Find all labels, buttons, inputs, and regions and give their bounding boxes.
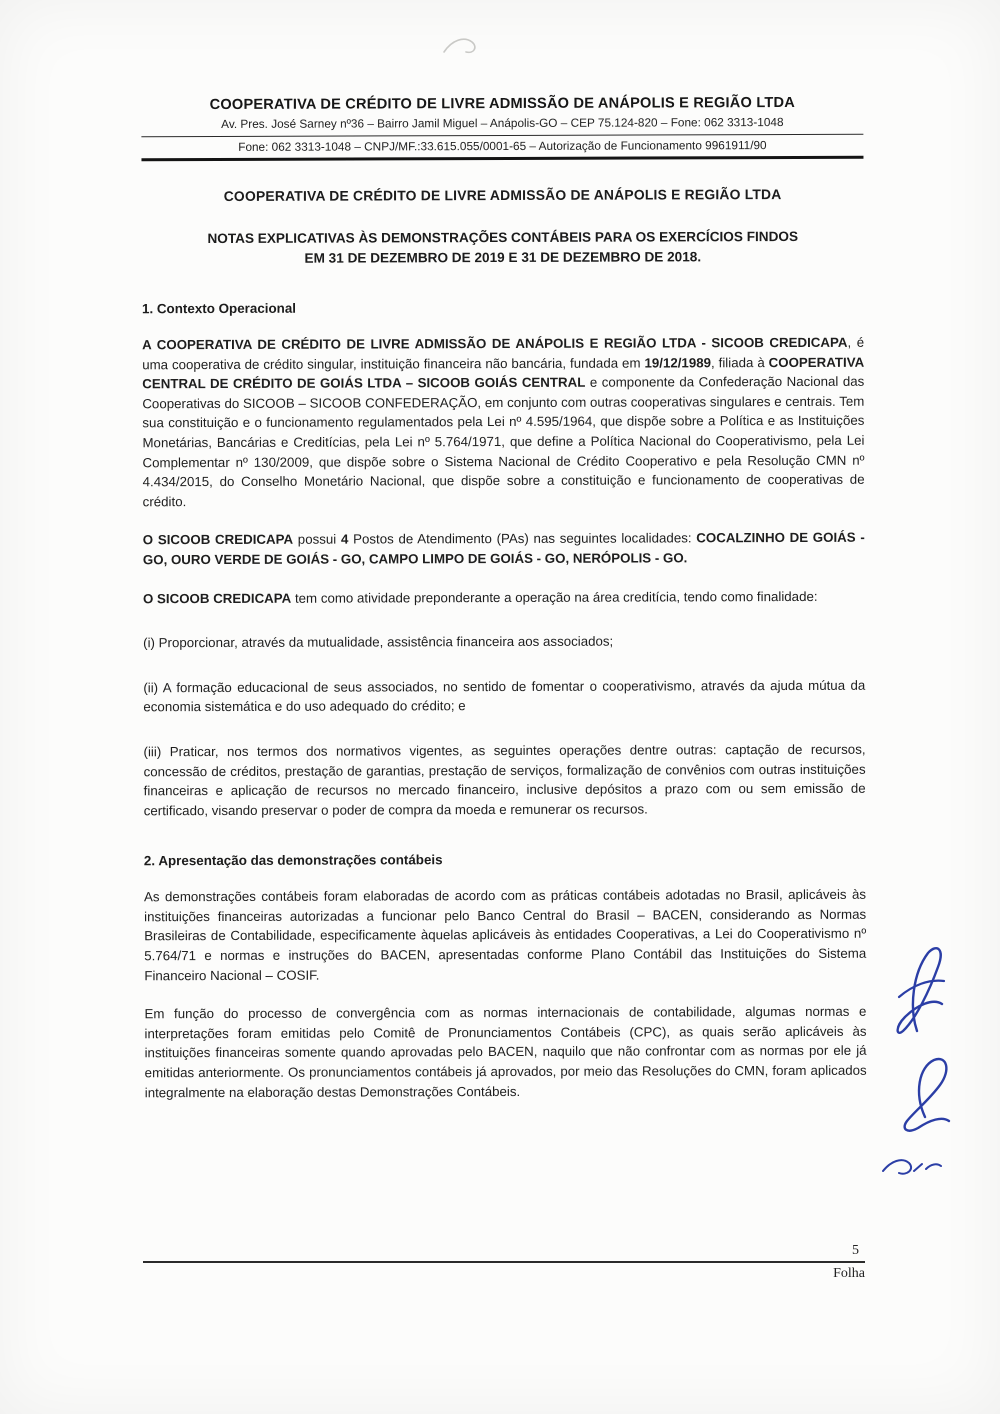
paragraph: A COOPERATIVA DE CRÉDITO DE LIVRE ADMISSÃO DE ANÁPOLIS E REGIÃO LTDA - SICOOB CREDICAPA, é uma cooperativa de crédito singular, instituição financeira não bancária, fundada em 19/12/1989, filiada à COOPERATIVA CENTRAL DE CRÉDITO DE GOIÁS LTDA – SICOOB GOIÁS CENTRAL e componente da Confederação Nacional das Cooperativas do SICOOB – SICOOB CONFEDERAÇÃO, em conjunto com outras cooperativas singulares e centrais. Tem sua constituição e o funcionamento regulamentados pela Lei nº 4.595/1964, que dispõe sobre a Política e as Instituições Monetárias, Bancárias e Creditícias, pela Lei nº 5.764/1971, que define a Política Nacional do Cooperativismo, pela Lei Complementar nº 130/2009, que dispõe sobre o Sistema Nacional de Crédito Cooperativo e pela Resolução CMN nº 4.434/2015, do Conselho Monetário Nacional, que dispõe sobre a constituição e funcionamento de cooperativas de crédito. [142,334,865,510]
letterhead-registration-line: Fone: 062 3313-1048 – CNPJ/MF.:33.615.055/0001-65 – Autorização de Funcionamento 9961911/90 [141,134,863,155]
signature-stroke [899,981,944,997]
handwritten-signature [855,935,970,1205]
signature-stroke [898,948,942,1033]
paragraph: Em função do processo de convergência com as normas internacionais de contabilidade, algumas normas e interpretações foram emitidas pelo Comitê de Pronunciamentos Contábeis (CPC), as quais serão aplicáveis às instituições financeiras somente quando aprovadas pelo BACEN, naquilo que não confrontar com as normas por ele já emitidas anteriormente. Os pronunciamentos contábeis já aprovados, por meio das Resoluções do CMN, foram aplicados integralmente na elaboração destas Demonstrações Contábeis. [144,1003,867,1100]
signature-stroke [883,1160,941,1174]
paragraph: O SICOOB CREDICAPA tem como atividade preponderante a operação na área creditícia, tendo como finalidade: [142,588,818,606]
list-item-ii: (ii) A formação educacional de seus associados, no sentido de fomentar o cooperativismo, através da ajuda mútua da economia sistemática e do uso adequado do crédito; e [143,677,866,715]
scan-artifact-mark [438,30,488,60]
paragraph: As demonstrações contábeis foram elaboradas de acordo com as práticas contábeis adotadas no Brasil, aplicáveis às instituições financeiras autorizadas a funcionar pelo Banco Central do Brasil – BACEN, considerando as Normas Brasileiras de Contabilidade, especificamente àquelas aplicáveis às entidades Cooperativas, a Lei do Cooperativismo nº 5.764/71 e normas e instruções do BACEN, apresentadas conforme Plano Contábil das Instituições do Sistema Financeiro Nacional – COSIF. [144,887,867,983]
artifact-stroke [444,39,475,52]
document-subtitle [142,227,864,269]
list-item-iii: (iii) Praticar, nos termos dos normativos vigentes, as seguintes operações dentre outras: captação de recursos, concessão de créditos, prestação de garantias, prestação de serviços, formalização de convênios com outras instituições financeiras e aplicação de recursos no mercado financeiro, inclusive depósitos a prazo com ou sem emissão de certificado, visando preservar o poder de compra da moeda e remunerar os recursos. [143,741,866,818]
list-item-i: (i) Proporcionar, através da mutualidade, assistência financeira aos associados; [143,633,614,651]
section-2-heading: 2. Apresentação das demonstrações contábeis [143,852,443,869]
signature-stroke [905,1059,949,1131]
document-title: COOPERATIVA DE CRÉDITO DE LIVRE ADMISSÃO DE ANÁPOLIS E REGIÃO LTDA [223,186,782,204]
subtitle-line-2: EM 31 DE DEZEMBRO DE 2019 E 31 DE DEZEMBRO DE 2018. [304,248,702,266]
footer-label: Folha [833,1266,865,1281]
subtitle-line-1: NOTAS EXPLICATIVAS ÀS DEMONSTRAÇÕES CONTÁBEIS PARA OS EXERCÍCIOS FINDOS [207,228,799,247]
page-content [141,95,867,1103]
section-1-heading: 1. Contexto Operacional [141,300,297,317]
letterhead [141,95,863,162]
letterhead-address-line: Av. Pres. José Sarney nº36 – Bairro Jamil Miguel – Anápolis-GO – CEP 75.124-820 – Fone: 062 3313-1048 [221,115,784,131]
letterhead-divider [141,156,863,162]
page-number: 5 [852,1243,859,1258]
letterhead-company-name: COOPERATIVA DE CRÉDITO DE LIVRE ADMISSÃO DE ANÁPOLIS E REGIÃO LTDA [209,94,795,114]
footer-divider [143,1261,865,1263]
page-footer [143,1243,865,1282]
paragraph: O SICOOB CREDICAPA possui 4 Postos de Atendimento (PAs) nas seguintes localidades: COCALZINHO DE GOIÁS - GO, OURO VERDE DE GOIÁS - GO, CAMPO LIMPO DE GOIÁS - GO, NERÓPOLIS - GO. [142,530,865,568]
